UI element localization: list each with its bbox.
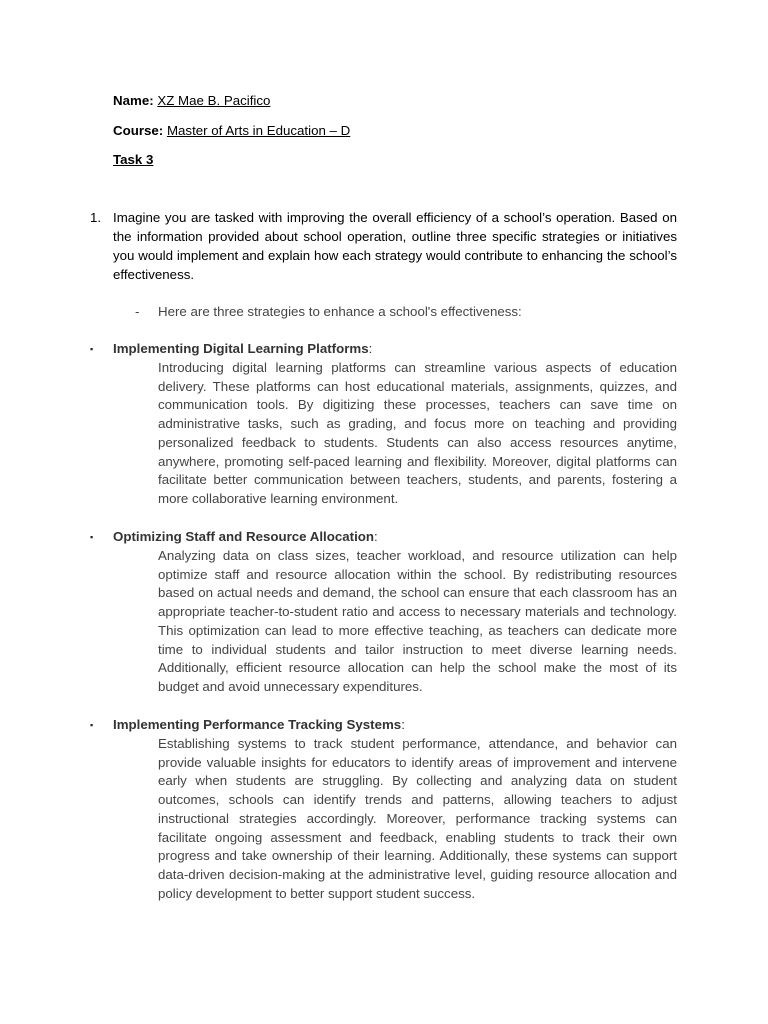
intro-text: Here are three strategies to enhance a school's effectiveness: <box>158 304 522 319</box>
question-number: 1. <box>90 210 102 225</box>
strategy-body: Analyzing data on class sizes, teacher workload, and resource utilization can help optimize staff and resource allocation within the school. By redistributing resources based on actual needs and demand, the school can ensure that each classroom has an appropriate teacher-to-student ratio and access to necessary materials and technology. This optimization can lead to more effective teaching, as teachers can dedicate more time to individual students and tailor instruction to meet diverse learning needs. Additionally, efficient resource allocation can help the school make the most of its budget and avoid unnecessary expenditures. <box>158 548 677 694</box>
course-label: Course: <box>113 123 164 138</box>
name-line <box>113 93 270 109</box>
task-heading <box>113 152 153 168</box>
intro-dash: - <box>135 304 140 319</box>
course-line <box>113 123 350 139</box>
strategy-title <box>113 528 378 546</box>
strategy-title-text: Optimizing Staff and Resource Allocation <box>113 529 375 544</box>
strategy-title-colon: : <box>374 529 378 544</box>
name-label: Name: <box>113 93 154 108</box>
strategy-body: Introducing digital learning platforms can streamline various aspects of education delivery. These platforms can host educational materials, assignments, quizzes, and communication tools. By digitizing these processes, teachers can save time on administrative tasks, such as grading, and focus more on teaching and providing personalized feedback to students. Students can also access resources anytime, anywhere, promoting self-paced learning and flexibility. Moreover, digital platforms can facilitate better communication between teachers, students, and parents, fostering a more collaborative learning environment. <box>158 360 677 506</box>
strategy-title <box>113 716 405 734</box>
bullet-icon: ▪ <box>90 532 94 542</box>
name-value: XZ Mae B. Pacifico <box>157 93 271 108</box>
course-value: Master of Arts in Education – D <box>166 123 351 138</box>
strategy-title <box>113 340 372 358</box>
strategy-title-colon: : <box>368 341 373 356</box>
bullet-icon: ▪ <box>90 720 94 730</box>
strategy-title-colon: : <box>401 717 405 732</box>
strategy-title-text: Implementing Performance Tracking Systems <box>113 717 402 732</box>
strategy-body: Establishing systems to track student performance, attendance, and behavior can provide valuable insights for educators to identify areas of improvement and intervene early when students are struggling. By collecting and analyzing data on student outcomes, schools can identify trends and patterns, allowing teachers to adjust instructional strategies accordingly. Moreover, performance tracking systems can facilitate ongoing assessment and feedback, enabling students to track their own progress and take ownership of their learning. Additionally, these systems can support data-driven decision-making at the administrative level, guiding resource allocation and policy development to better support student success. <box>158 736 677 901</box>
strategy-title-text: Implementing Digital Learning Platforms <box>113 341 369 356</box>
question-text: Imagine you are tasked with improving the overall efficiency of a school’s operation. Based on the information provided about school operation, outline three specific strategies or initiatives you would implement and explain how each strategy would contribute to enhancing the school’s effectiveness. <box>113 210 677 282</box>
bullet-icon: ▪ <box>90 344 94 354</box>
task-title: Task 3 <box>113 152 154 167</box>
